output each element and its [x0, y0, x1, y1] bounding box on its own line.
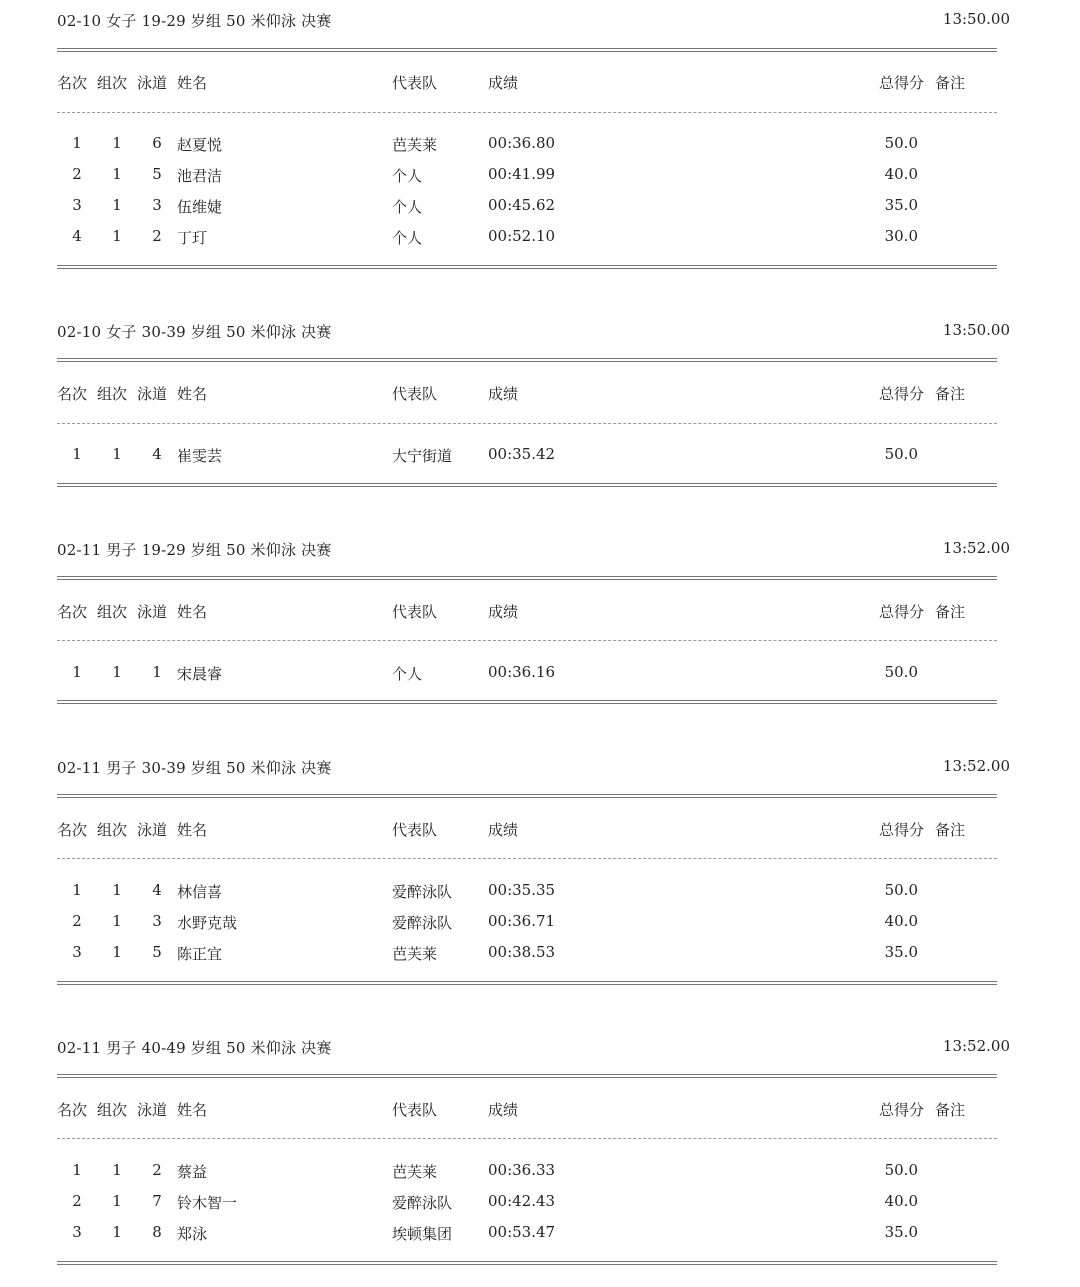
cell-points: 50.0 — [884, 881, 918, 899]
cell-lane: 1 — [152, 663, 162, 681]
cell-rank: 2 — [72, 165, 82, 183]
cell-team: 爱醉泳队 — [392, 883, 453, 901]
cell-name: 赵夏悦 — [177, 136, 223, 154]
cell-points: 40.0 — [884, 165, 918, 183]
table-row — [0, 1161, 1080, 1183]
double-rule — [57, 358, 997, 362]
header-group: 组次 — [97, 603, 128, 621]
cell-team: 爱醉泳队 — [392, 914, 453, 932]
cell-result: 00:41.99 — [488, 165, 556, 183]
cell-points: 30.0 — [884, 227, 918, 245]
column-header-row — [0, 1099, 1080, 1121]
cell-name: 池君洁 — [177, 167, 223, 185]
cell-team: 芭芙莱 — [392, 945, 438, 963]
header-team: 代表队 — [392, 385, 438, 403]
cell-points: 35.0 — [884, 943, 918, 961]
cell-group: 1 — [112, 134, 122, 152]
cell-rank: 1 — [72, 881, 82, 899]
cell-result: 00:36.71 — [488, 912, 556, 930]
cell-group: 1 — [112, 881, 122, 899]
event-time: 13:52.00 — [942, 539, 1010, 557]
table-row — [0, 165, 1080, 187]
table-row — [0, 663, 1080, 685]
header-points: 总得分 — [879, 385, 925, 403]
dashed-rule — [57, 640, 997, 641]
event-title: 02-11 男子 19-29 岁组 50 米仰泳 决赛 — [57, 541, 332, 559]
cell-team: 个人 — [392, 229, 423, 247]
event-title-row — [57, 1037, 1010, 1059]
table-row — [0, 134, 1080, 156]
double-rule — [57, 1261, 997, 1265]
event-time: 13:50.00 — [942, 10, 1010, 28]
header-group: 组次 — [97, 385, 128, 403]
cell-group: 1 — [112, 663, 122, 681]
cell-group: 1 — [112, 165, 122, 183]
cell-lane: 8 — [152, 1223, 162, 1241]
header-team: 代表队 — [392, 1101, 438, 1119]
header-name: 姓名 — [177, 603, 208, 621]
cell-points: 50.0 — [884, 1161, 918, 1179]
header-rank: 名次 — [57, 385, 88, 403]
cell-lane: 6 — [152, 134, 162, 152]
cell-name: 铃木智一 — [177, 1194, 238, 1212]
cell-group: 1 — [112, 943, 122, 961]
column-header-row — [0, 72, 1080, 94]
cell-name: 林信喜 — [177, 883, 223, 901]
cell-result: 00:42.43 — [488, 1192, 556, 1210]
cell-group: 1 — [112, 912, 122, 930]
column-header-row — [0, 383, 1080, 405]
cell-lane: 5 — [152, 165, 162, 183]
cell-lane: 2 — [152, 227, 162, 245]
cell-team: 芭芙莱 — [392, 1163, 438, 1181]
cell-group: 1 — [112, 1161, 122, 1179]
cell-rank: 2 — [72, 912, 82, 930]
cell-result: 00:52.10 — [488, 227, 556, 245]
event-title-row — [57, 321, 1010, 343]
cell-group: 1 — [112, 445, 122, 463]
header-rank: 名次 — [57, 603, 88, 621]
cell-name: 水野克哉 — [177, 914, 238, 932]
table-row — [0, 227, 1080, 249]
double-rule — [57, 265, 997, 269]
cell-lane: 2 — [152, 1161, 162, 1179]
cell-result: 00:53.47 — [488, 1223, 556, 1241]
double-rule — [57, 700, 997, 704]
header-result: 成绩 — [488, 1101, 519, 1119]
cell-rank: 3 — [72, 196, 82, 214]
header-note: 备注 — [935, 603, 966, 621]
cell-result: 00:36.16 — [488, 663, 556, 681]
header-result: 成绩 — [488, 821, 519, 839]
header-name: 姓名 — [177, 821, 208, 839]
cell-lane: 7 — [152, 1192, 162, 1210]
header-rank: 名次 — [57, 821, 88, 839]
table-row — [0, 1192, 1080, 1214]
header-note: 备注 — [935, 385, 966, 403]
cell-lane: 3 — [152, 196, 162, 214]
dashed-rule — [57, 112, 997, 113]
cell-name: 崔雯芸 — [177, 447, 223, 465]
column-header-row — [0, 601, 1080, 623]
header-lane: 泳道 — [137, 603, 168, 621]
cell-team: 埃顿集团 — [392, 1225, 453, 1243]
cell-result: 00:35.35 — [488, 881, 556, 899]
event-time: 13:52.00 — [942, 757, 1010, 775]
dashed-rule — [57, 1138, 997, 1139]
header-lane: 泳道 — [137, 821, 168, 839]
event-title-row — [57, 757, 1010, 779]
header-name: 姓名 — [177, 385, 208, 403]
cell-points: 35.0 — [884, 1223, 918, 1241]
header-points: 总得分 — [879, 1101, 925, 1119]
cell-group: 1 — [112, 196, 122, 214]
double-rule — [57, 981, 997, 985]
header-lane: 泳道 — [137, 74, 168, 92]
cell-name: 宋晨睿 — [177, 665, 223, 683]
cell-result: 00:35.42 — [488, 445, 556, 463]
header-team: 代表队 — [392, 603, 438, 621]
cell-result: 00:36.33 — [488, 1161, 556, 1179]
double-rule — [57, 794, 997, 798]
header-team: 代表队 — [392, 74, 438, 92]
header-note: 备注 — [935, 1101, 966, 1119]
cell-group: 1 — [112, 1192, 122, 1210]
event-title-row — [57, 10, 1010, 32]
header-group: 组次 — [97, 1101, 128, 1119]
cell-name: 郑泳 — [177, 1225, 208, 1243]
event-time: 13:50.00 — [942, 321, 1010, 339]
dashed-rule — [57, 423, 997, 424]
header-points: 总得分 — [879, 821, 925, 839]
double-rule — [57, 48, 997, 52]
cell-rank: 1 — [72, 1161, 82, 1179]
event-time: 13:52.00 — [942, 1037, 1010, 1055]
cell-points: 40.0 — [884, 912, 918, 930]
header-team: 代表队 — [392, 821, 438, 839]
cell-team: 个人 — [392, 665, 423, 683]
cell-points: 50.0 — [884, 663, 918, 681]
header-result: 成绩 — [488, 603, 519, 621]
double-rule — [57, 1074, 997, 1078]
cell-name: 伍维婕 — [177, 198, 223, 216]
event-title: 02-10 女子 30-39 岁组 50 米仰泳 决赛 — [57, 323, 332, 341]
header-points: 总得分 — [879, 603, 925, 621]
header-name: 姓名 — [177, 74, 208, 92]
table-row — [0, 943, 1080, 965]
table-row — [0, 196, 1080, 218]
header-lane: 泳道 — [137, 385, 168, 403]
header-rank: 名次 — [57, 74, 88, 92]
table-row — [0, 912, 1080, 934]
cell-points: 50.0 — [884, 445, 918, 463]
cell-rank: 1 — [72, 663, 82, 681]
cell-points: 50.0 — [884, 134, 918, 152]
header-lane: 泳道 — [137, 1101, 168, 1119]
cell-team: 个人 — [392, 198, 423, 216]
table-row — [0, 881, 1080, 903]
cell-lane: 3 — [152, 912, 162, 930]
cell-team: 芭芙莱 — [392, 136, 438, 154]
event-title: 02-11 男子 40-49 岁组 50 米仰泳 决赛 — [57, 1039, 332, 1057]
cell-rank: 1 — [72, 445, 82, 463]
header-result: 成绩 — [488, 385, 519, 403]
header-group: 组次 — [97, 821, 128, 839]
cell-lane: 5 — [152, 943, 162, 961]
cell-team: 个人 — [392, 167, 423, 185]
cell-group: 1 — [112, 227, 122, 245]
header-result: 成绩 — [488, 74, 519, 92]
cell-lane: 4 — [152, 881, 162, 899]
cell-rank: 4 — [72, 227, 82, 245]
header-group: 组次 — [97, 74, 128, 92]
cell-points: 40.0 — [884, 1192, 918, 1210]
header-name: 姓名 — [177, 1101, 208, 1119]
column-header-row — [0, 819, 1080, 841]
cell-lane: 4 — [152, 445, 162, 463]
cell-rank: 3 — [72, 1223, 82, 1241]
header-rank: 名次 — [57, 1101, 88, 1119]
double-rule — [57, 483, 997, 487]
header-note: 备注 — [935, 74, 966, 92]
header-points: 总得分 — [879, 74, 925, 92]
event-title-row — [57, 539, 1010, 561]
cell-name: 蔡益 — [177, 1163, 208, 1181]
cell-rank: 2 — [72, 1192, 82, 1210]
cell-group: 1 — [112, 1223, 122, 1241]
cell-name: 丁玎 — [177, 229, 208, 247]
table-row — [0, 1223, 1080, 1245]
cell-result: 00:45.62 — [488, 196, 556, 214]
cell-name: 陈正宜 — [177, 945, 223, 963]
table-row — [0, 445, 1080, 467]
cell-rank: 1 — [72, 134, 82, 152]
cell-team: 爱醉泳队 — [392, 1194, 453, 1212]
header-note: 备注 — [935, 821, 966, 839]
event-title: 02-11 男子 30-39 岁组 50 米仰泳 决赛 — [57, 759, 332, 777]
cell-team: 大宁街道 — [392, 447, 453, 465]
cell-points: 35.0 — [884, 196, 918, 214]
dashed-rule — [57, 858, 997, 859]
double-rule — [57, 576, 997, 580]
cell-rank: 3 — [72, 943, 82, 961]
cell-result: 00:38.53 — [488, 943, 556, 961]
event-title: 02-10 女子 19-29 岁组 50 米仰泳 决赛 — [57, 12, 332, 30]
cell-result: 00:36.80 — [488, 134, 556, 152]
